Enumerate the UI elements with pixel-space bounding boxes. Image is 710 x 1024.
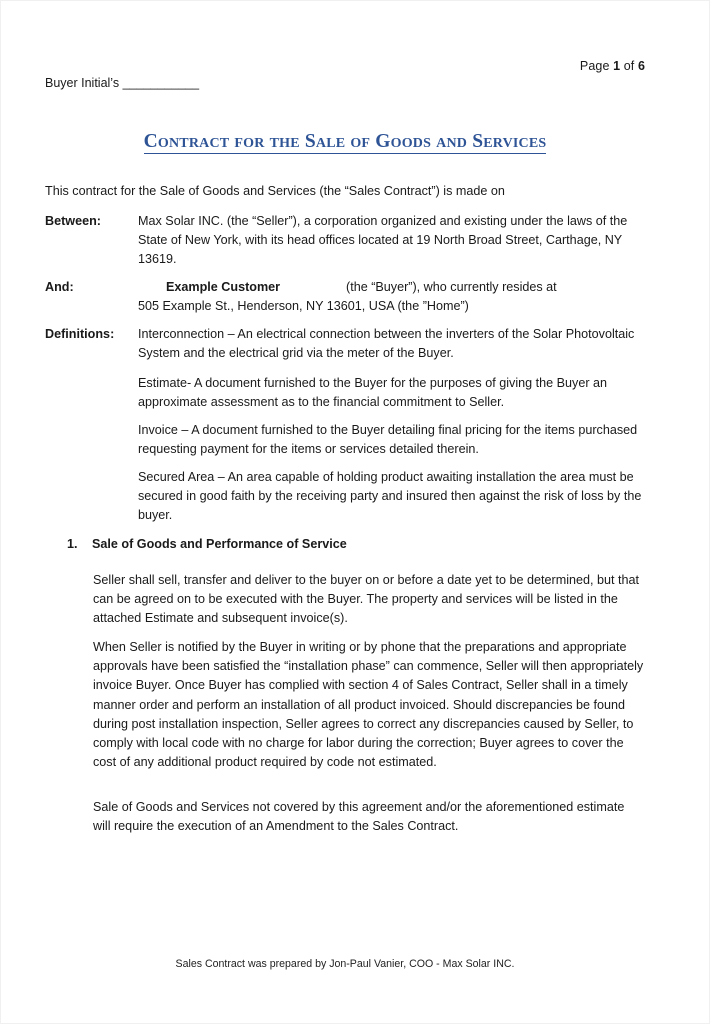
page-number-label: Page xyxy=(579,59,610,73)
clause-1-paragraph-2: When Seller is notified by the Buyer in writing or by phone that the preparations and appropriate approvals have been satisfied the “installation phase” can commence, Seller will then appropriately invoice Buyer. Once Buyer has complied with section 4 of Sales Contract, Seller shall in a timely manner order and perform an installation of all product invoiced. Should discrepancies be found during post installation inspection, Seller agrees to correct any discrepancies caused by Seller, to comply with local code with no charge for labor during the correction; Buyer agrees to cover the cost of any additional product required by code not estimated. xyxy=(93,640,644,770)
buyer-clause-text: (the “Buyer”), who currently resides at xyxy=(346,280,557,294)
party-and-label: And: xyxy=(45,280,74,294)
party-between-text: Max Solar INC. (the “Seller”), a corporation organized and existing under the laws of the State of New York, with its head offices located at 19 North Broad Street, Carthage, NY 13619. xyxy=(138,214,628,267)
buyer-initials-line: Buyer Initial’s ___________ xyxy=(45,76,200,90)
party-between-label: Between: xyxy=(45,214,101,228)
clause-1-paragraph-3: Sale of Goods and Services not covered by this agreement and/or the aforementioned estimate will require the execution of an Amendment to the Sales Contract. xyxy=(93,800,625,834)
clause-1-heading xyxy=(67,535,645,554)
clause-1-title: Sale of Goods and Performance of Service xyxy=(92,537,347,551)
document-footer: Sales Contract was prepared by Jon-Paul Vanier, COO - Max Solar INC. xyxy=(175,958,515,970)
definition-interconnection: Interconnection – An electrical connection between the inverters of the Solar Photovoltaic System and the electrical grid via the meter of the Buyer. xyxy=(138,327,635,361)
document-title xyxy=(45,131,645,153)
page-number-indicator xyxy=(580,59,645,73)
buyer-address: 505 Example St., Henderson, NY 13601, USA (the ”Home”) xyxy=(138,299,469,314)
definition-secured-area: Secured Area – An area capable of holding product awaiting installation the area must be secured in good faith by the receiving party and insured then against the risk of loss by the buyer. xyxy=(138,470,642,523)
page-number-total: 6 xyxy=(637,59,645,73)
definition-estimate: Estimate- A document furnished to the Buyer for the purposes of giving the Buyer an approximate assessment as to the financial commitment to Seller. xyxy=(138,376,608,410)
definitions-label: Definitions: xyxy=(45,327,115,341)
clause-1-number: 1. xyxy=(67,537,78,551)
document-title-text: Contract for the Sale of Goods and Services xyxy=(143,131,547,152)
definitions-block xyxy=(45,325,645,363)
party-and-text xyxy=(138,278,645,316)
page-number-current: 1 xyxy=(613,59,621,73)
party-and xyxy=(45,278,645,316)
definition-invoice: Invoice – A document furnished to the Buyer detailing final pricing for the items purchased requesting payment for the items or services detailed therein. xyxy=(138,423,638,457)
page-number-of: of xyxy=(623,59,635,73)
clause-1-paragraph-1: Seller shall sell, transfer and deliver to the buyer on or before a date yet to be determined, but that can be agreed on to be executed with the Buyer. The property and services will be listed in the attached Estimate and subsequent invoice(s). xyxy=(93,573,640,626)
party-between xyxy=(45,212,645,270)
intro-paragraph: This contract for the Sale of Goods and Services (the “Sales Contract”) is made on xyxy=(45,184,505,198)
customer-name: Example Customer xyxy=(166,280,281,294)
